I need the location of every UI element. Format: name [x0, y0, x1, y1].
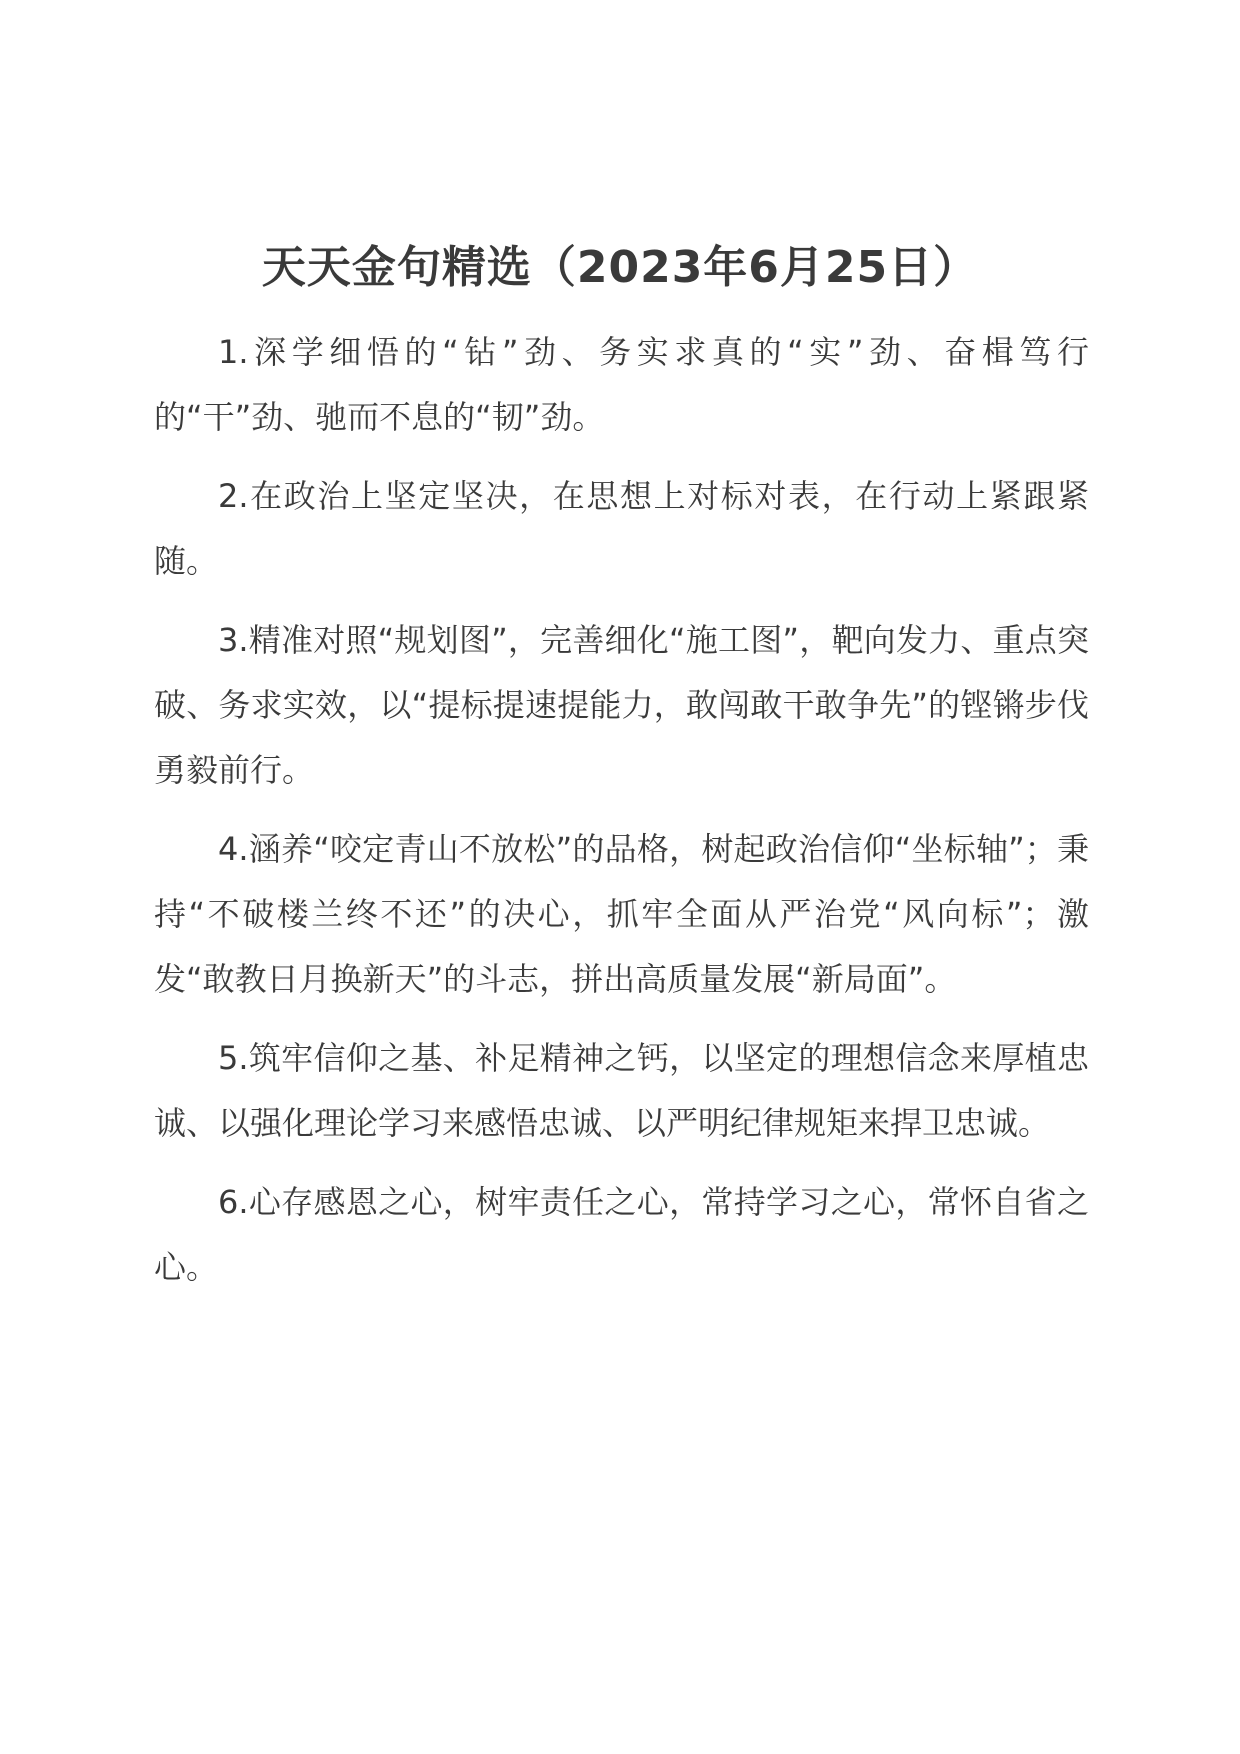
- document-body: [154, 320, 1089, 1314]
- quote-paragraph-1: 1.深学细悟的“钻”劲、务实求真的“实”劲、奋楫笃行的“干”劲、驰而不息的“韧”劲。: [154, 333, 1089, 436]
- document-title: 天天金句精选（2023年6月25日）: [261, 242, 979, 293]
- quote-paragraph-6: 6.心存感恩之心，树牢责任之心，常持学习之心，常怀自省之心。: [154, 1183, 1089, 1286]
- quote-paragraph-2: 2.在政治上坚定坚决，在思想上对标对表，在行动上紧跟紧随。: [154, 477, 1089, 580]
- quote-paragraph-5: 5.筑牢信仰之基、补足精神之钙，以坚定的理想信念来厚植忠诚、以强化理论学习来感悟忠诚、以严明纪律规矩来捍卫忠诚。: [154, 1039, 1089, 1142]
- quote-paragraph-4: 4.涵养“咬定青山不放松”的品格，树起政治信仰“坐标轴”；秉持“不破楼兰终不还”的决心，抓牢全面从严治党“风向标”；激发“敢教日月换新天”的斗志，拼出高质量发展“新局面”。: [154, 830, 1089, 998]
- quote-paragraph-3: 3.精准对照“规划图”，完善细化“施工图”，靶向发力、重点突破、务求实效，以“提标提速提能力，敢闯敢干敢争先”的铿锵步伐勇毅前行。: [154, 621, 1089, 789]
